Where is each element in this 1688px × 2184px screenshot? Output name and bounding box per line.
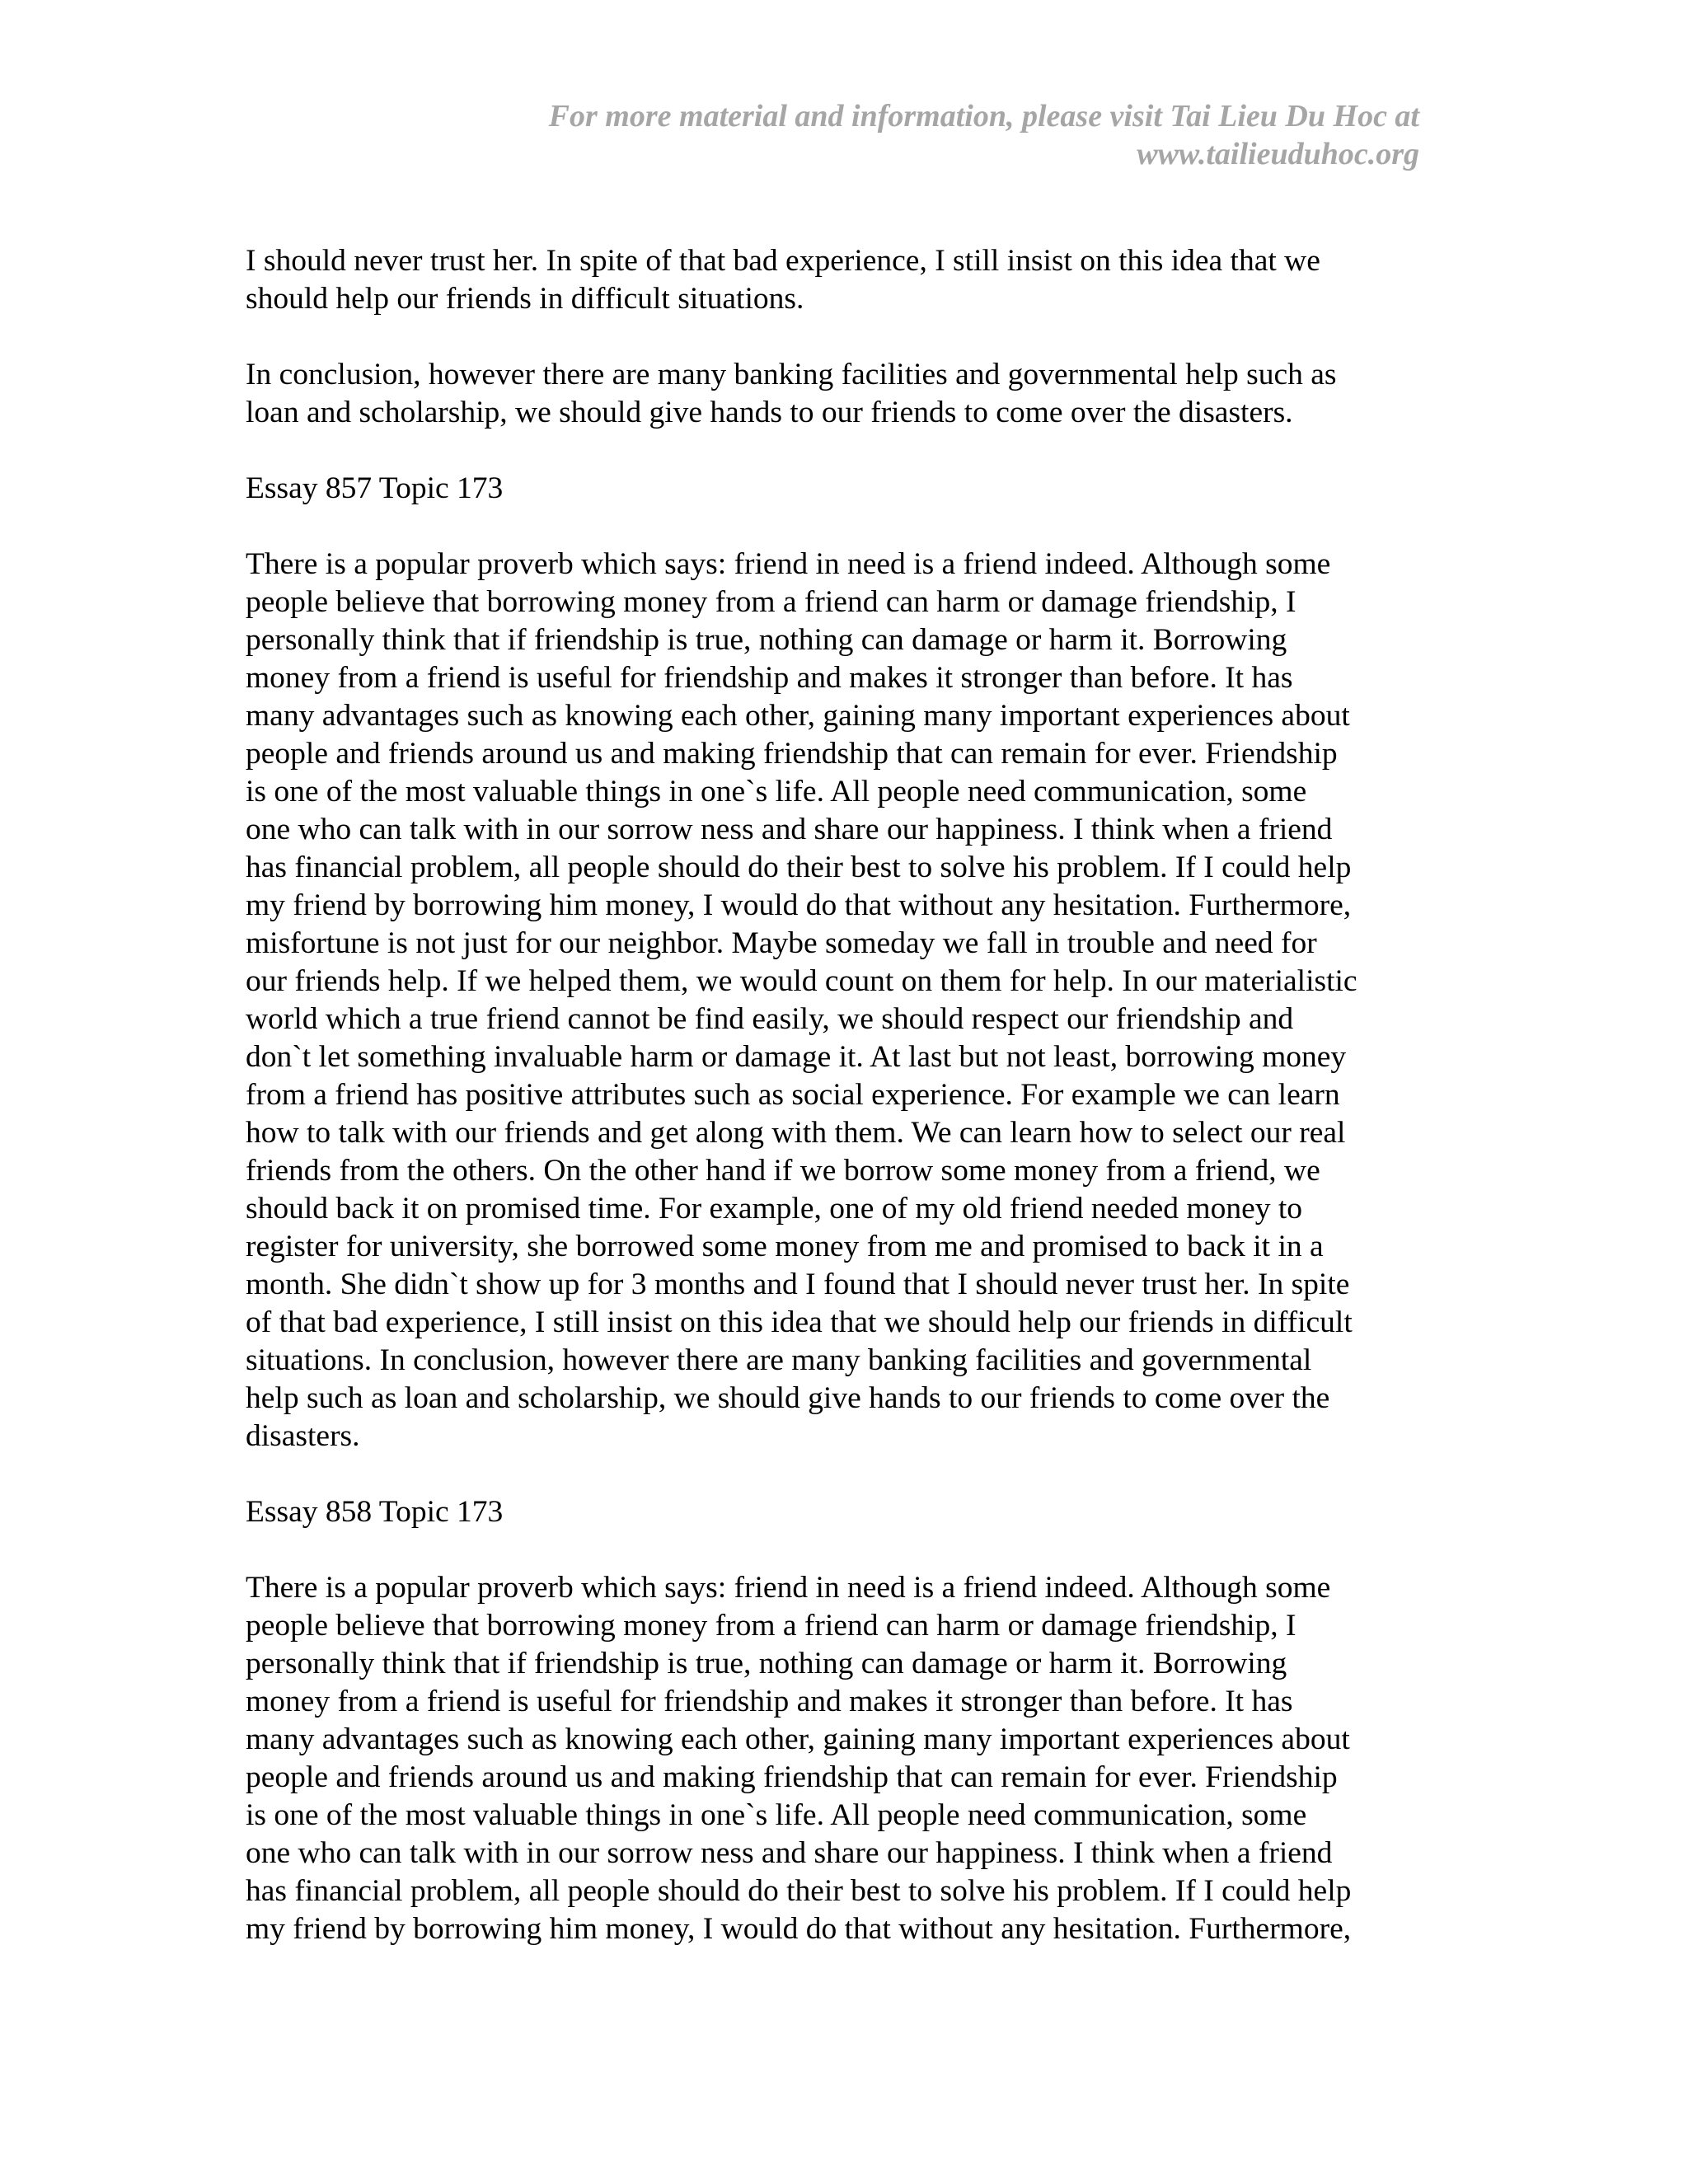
- text-line: my friend by borrowing him money, I would do that without any hesitation. Furthermore,: [246, 1912, 1352, 1946]
- text-line: disasters.: [246, 1419, 360, 1453]
- paragraph: [246, 242, 1465, 318]
- text-line: Essay 857 Topic 173: [246, 471, 504, 505]
- text-line: is one of the most valuable things in one`s life. All people need communication, some: [246, 775, 1307, 808]
- text-line: don`t let something invaluable harm or damage it. At last but not least, borrowing money: [246, 1040, 1347, 1074]
- text-line: I should never trust her. In spite of that bad experience, I still insist on this idea that we: [246, 244, 1320, 278]
- text-line: There is a popular proverb which says: friend in need is a friend indeed. Although some: [246, 1571, 1331, 1605]
- text-line: how to talk with our friends and get along with them. We can learn how to select our real: [246, 1116, 1346, 1150]
- text-line: personally think that if friendship is true, nothing can damage or harm it. Borrowing: [246, 1647, 1287, 1680]
- text-line: world which a true friend cannot be find easily, we should respect our friendship and: [246, 1002, 1294, 1036]
- text-line: people believe that borrowing money from a friend can harm or damage friendship, I: [246, 1609, 1296, 1643]
- text-line: Essay 858 Topic 173: [246, 1495, 504, 1529]
- text-line: money from a friend is useful for friendship and makes it stronger than before. It has: [246, 661, 1293, 695]
- essay-heading: [246, 1493, 1465, 1531]
- paragraph: [246, 356, 1465, 432]
- text-line: personally think that if friendship is true, nothing can damage or harm it. Borrowing: [246, 623, 1287, 657]
- text-line: many advantages such as knowing each other, gaining many important experiences about: [246, 1722, 1350, 1756]
- text-line: people believe that borrowing money from a friend can harm or damage friendship, I: [246, 585, 1296, 619]
- paragraph: [246, 546, 1465, 1455]
- text-line: my friend by borrowing him money, I would do that without any hesitation. Furthermore,: [246, 888, 1352, 922]
- text-line: money from a friend is useful for friendship and makes it stronger than before. It has: [246, 1685, 1293, 1718]
- text-line: people and friends around us and making friendship that can remain for ever. Friendship: [246, 737, 1338, 771]
- document-body: [246, 242, 1465, 1986]
- text-line: misfortune is not just for our neighbor. Maybe someday we fall in trouble and need for: [246, 926, 1317, 960]
- text-line: In conclusion, however there are many banking facilities and governmental help such as: [246, 358, 1337, 391]
- text-line: has financial problem, all people should do their best to solve his problem. If I could help: [246, 1874, 1352, 1908]
- text-line: one who can talk with in our sorrow ness and share our happiness. I think when a friend: [246, 1836, 1333, 1870]
- text-line: is one of the most valuable things in one`s life. All people need communication, some: [246, 1798, 1307, 1832]
- text-line: friends from the others. On the other hand if we borrow some money from a friend, we: [246, 1154, 1320, 1188]
- text-line: register for university, she borrowed some money from me and promised to back it in a: [246, 1230, 1324, 1263]
- text-line: should help our friends in difficult situations.: [246, 282, 804, 316]
- text-line: our friends help. If we helped them, we would count on them for help. In our materialistic: [246, 964, 1357, 998]
- text-line: should back it on promised time. For example, one of my old friend needed money to: [246, 1192, 1303, 1226]
- paragraph: [246, 1569, 1465, 1948]
- page-header: [430, 97, 1419, 173]
- text-line: help such as loan and scholarship, we should give hands to our friends to come over the: [246, 1381, 1330, 1415]
- header-line: For more material and information, please visit Tai Lieu Du Hoc at: [548, 99, 1419, 134]
- text-line: situations. In conclusion, however there are many banking facilities and governmental: [246, 1343, 1312, 1377]
- text-line: many advantages such as knowing each other, gaining many important experiences about: [246, 699, 1350, 733]
- text-line: people and friends around us and making friendship that can remain for ever. Friendship: [246, 1760, 1338, 1794]
- text-line: from a friend has positive attributes such as social experience. For example we can learn: [246, 1078, 1340, 1112]
- text-line: There is a popular proverb which says: friend in need is a friend indeed. Although some: [246, 547, 1331, 581]
- essay-heading: [246, 470, 1465, 508]
- header-line[interactable]: www.tailieuduhoc.org: [1137, 137, 1419, 171]
- text-line: one who can talk with in our sorrow ness and share our happiness. I think when a friend: [246, 813, 1333, 846]
- text-line: loan and scholarship, we should give hands to our friends to come over the disasters.: [246, 396, 1293, 429]
- text-line: has financial problem, all people should do their best to solve his problem. If I could help: [246, 851, 1352, 884]
- text-line: month. She didn`t show up for 3 months and I found that I should never trust her. In spite: [246, 1268, 1350, 1301]
- text-line: of that bad experience, I still insist on this idea that we should help our friends in difficult: [246, 1305, 1353, 1339]
